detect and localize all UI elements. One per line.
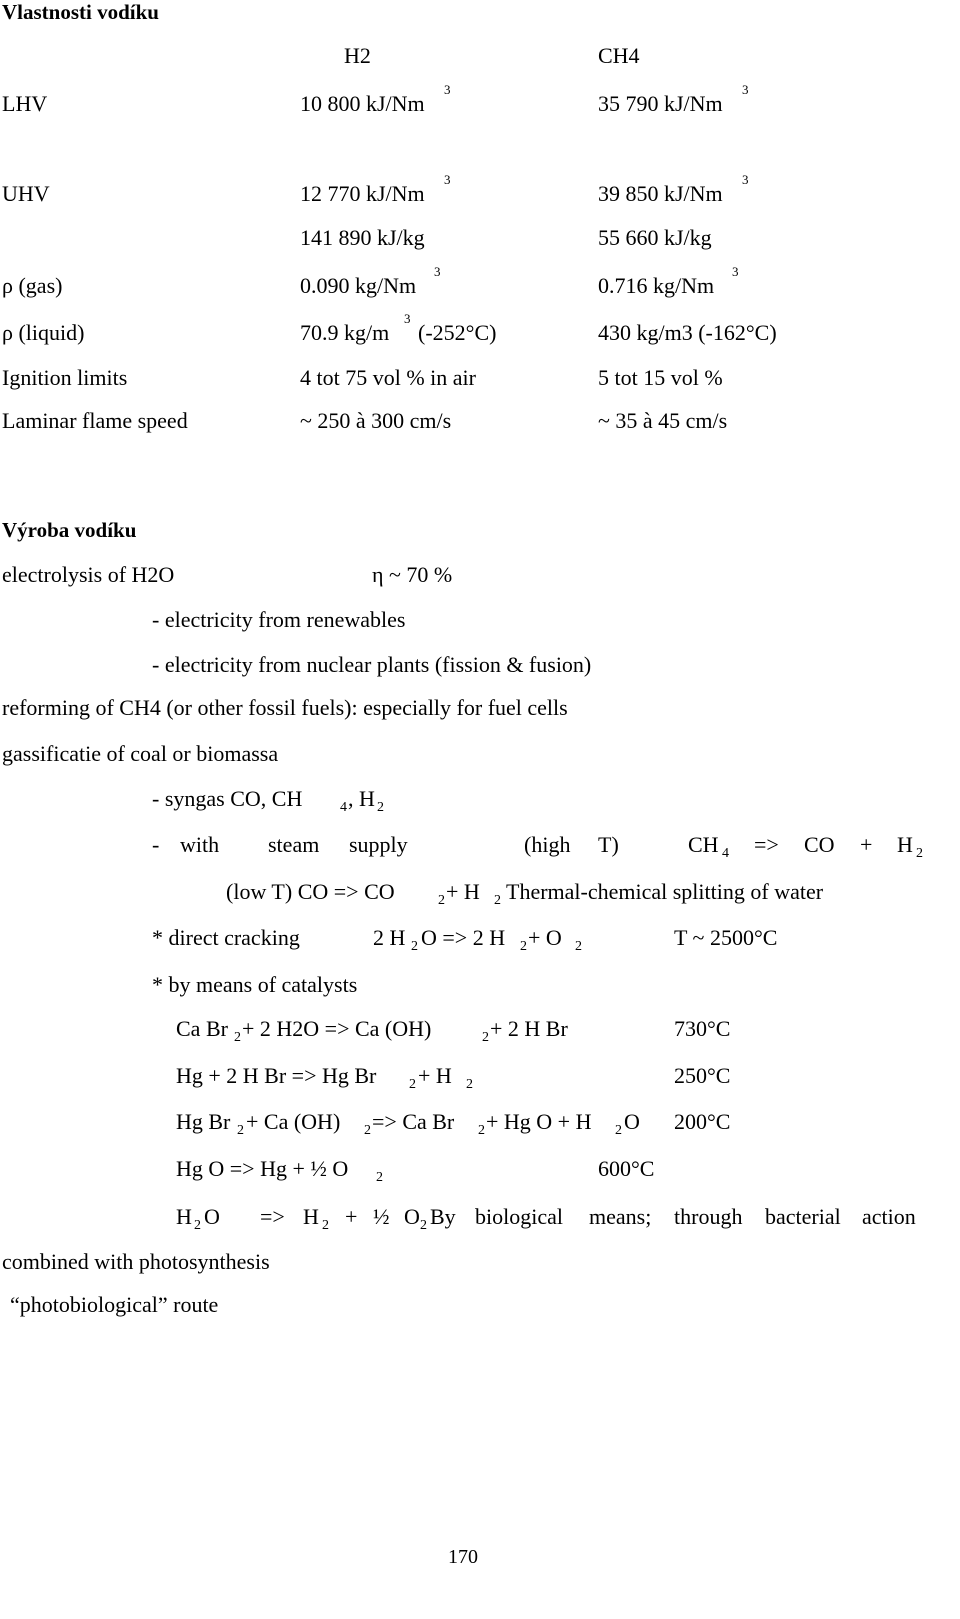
rho-liquid-h2-sup: 3 — [404, 311, 411, 326]
rho-liquid-h2-value: 70.9 kg/m — [300, 320, 390, 345]
photobiological-line: “photobiological” route — [10, 1292, 219, 1317]
direct-eq-b: O => 2 H — [421, 925, 506, 950]
row-label-rho-gas: ρ (gas) — [2, 273, 63, 298]
reaction-5-arrow: => — [260, 1204, 285, 1229]
row-label-uhv: UHV — [2, 181, 50, 206]
reaction-1-c: + 2 H Br — [490, 1016, 568, 1041]
syngas-sub-4: 4 — [340, 800, 347, 815]
direct-cracking-label: * direct cracking — [152, 925, 300, 950]
h-sub: 2 — [916, 846, 923, 861]
reaction-2-b: + H — [418, 1063, 452, 1088]
ignition-ch4-value: 5 tot 15 vol % — [598, 365, 723, 390]
direct-eq-a: 2 H — [373, 925, 406, 950]
steam-word: steam — [268, 832, 320, 857]
reaction-5-h2: H — [303, 1204, 319, 1229]
reaction-5-o2: O — [404, 1204, 420, 1229]
t-word: T) — [598, 832, 619, 857]
row-label-rho-liquid: ρ (liquid) — [2, 320, 85, 345]
rho-gas-h2-value: 0.090 kg/Nm — [300, 273, 417, 298]
uhv-ch4-value: 39 850 kJ/Nm — [598, 181, 723, 206]
flame-speed-h2-value: ~ 250 à 300 cm/s — [300, 408, 452, 433]
flame-speed-ch4-value: ~ 35 à 45 cm/s — [598, 408, 728, 433]
low-t-sub-2: 2 — [494, 893, 501, 908]
efficiency-value: η ~ 70 % — [372, 562, 453, 587]
reaction-4-sub1: 2 — [376, 1170, 383, 1185]
row-label-lhv: LHV — [2, 91, 48, 116]
direct-eq-sub2: 2 — [520, 939, 527, 954]
plus-1: + — [860, 832, 873, 857]
direct-eq-sub1: 2 — [411, 939, 418, 954]
reaction-1-temp: 730°C — [674, 1016, 731, 1041]
reaction-5-action: action — [862, 1204, 916, 1229]
reaction-5-h: H — [176, 1204, 192, 1229]
reaction-4-temp: 600°C — [598, 1156, 655, 1181]
lhv-h2-value: 10 800 kJ/Nm — [300, 91, 425, 116]
reaction-5-bacterial: bacterial — [765, 1204, 841, 1229]
page-number: 170 — [448, 1546, 478, 1568]
co-formula: CO — [804, 832, 835, 857]
reaction-1-a: Ca Br — [176, 1016, 228, 1041]
reaction-5-biological: biological — [475, 1204, 563, 1229]
renewables-line: - electricity from renewables — [152, 607, 406, 632]
low-t-sub-1: 2 — [438, 893, 445, 908]
ignition-h2-value: 4 tot 75 vol % in air — [300, 365, 476, 390]
reaction-3-d: + Hg O + H — [486, 1109, 592, 1134]
ch4-formula: CH — [688, 832, 719, 857]
electrolysis-line: electrolysis of H2O — [2, 562, 175, 587]
reaction-2-sub2: 2 — [466, 1077, 473, 1092]
lhv-ch4-sup: 3 — [742, 82, 749, 97]
reaction-2-a: Hg + 2 H Br => Hg Br — [176, 1063, 377, 1088]
lhv-h2-sup: 3 — [444, 82, 451, 97]
reaction-1-sub1: 2 — [234, 1030, 241, 1045]
uhv-ch4-sup: 3 — [742, 172, 749, 187]
reaction-3-e: O — [624, 1109, 640, 1134]
reaction-1-b: + 2 H2O => Ca (OH) — [242, 1016, 432, 1041]
reaction-3-sub3: 2 — [478, 1123, 485, 1138]
reaction-5-o: O — [204, 1204, 220, 1229]
uhv-ch4-kg-value: 55 660 kJ/kg — [598, 225, 712, 250]
reaction-5-by: By — [430, 1204, 456, 1229]
rho-gas-ch4-sup: 3 — [732, 264, 739, 279]
arrow-1: => — [754, 832, 779, 857]
reaction-3-sub4: 2 — [615, 1123, 622, 1138]
reaction-5-through: through — [674, 1204, 743, 1229]
reaction-5-sub2: 2 — [322, 1218, 329, 1233]
reaction-4-a: Hg O => Hg + ½ O — [176, 1156, 349, 1181]
lhv-ch4-value: 35 790 kJ/Nm — [598, 91, 723, 116]
direct-eq-c: + O — [528, 925, 562, 950]
reaction-1-sub2: 2 — [482, 1030, 489, 1045]
uhv-h2-sup: 3 — [444, 172, 451, 187]
h-formula: H — [897, 832, 913, 857]
nuclear-line: - electricity from nuclear plants (fission & fusion) — [152, 652, 592, 677]
supply-word: supply — [349, 832, 408, 857]
gassificatie-line: gassificatie of coal or biomassa — [2, 741, 279, 766]
reaction-5-means: means; — [589, 1204, 652, 1229]
reaction-5-sub3: 2 — [420, 1218, 427, 1233]
uhv-h2-value: 12 770 kJ/Nm — [300, 181, 425, 206]
column-header-ch4: CH4 — [598, 43, 640, 68]
reaction-3-temp: 200°C — [674, 1109, 731, 1134]
reaction-2-temp: 250°C — [674, 1063, 731, 1088]
syngas-line: - syngas CO, CH — [152, 786, 303, 811]
syngas-sub-2: 2 — [377, 800, 384, 815]
reaction-5-plus: + — [345, 1204, 358, 1229]
reaction-3-sub1: 2 — [237, 1123, 244, 1138]
reaction-3-sub2: 2 — [364, 1123, 371, 1138]
section-title-production: Výroba vodíku — [2, 518, 137, 542]
rho-liquid-ch4-value: 430 kg/m3 (-162°C) — [598, 320, 777, 345]
low-t-line: (low T) CO => CO — [226, 879, 395, 904]
with-dash: - — [152, 832, 160, 857]
high-word: (high — [524, 832, 571, 857]
with-word: with — [180, 832, 220, 857]
section-title-properties: Vlastnosti vodíku — [2, 0, 159, 24]
reaction-2-sub1: 2 — [409, 1077, 416, 1092]
combined-line: combined with photosynthesis — [2, 1249, 270, 1274]
ch4-sub: 4 — [722, 846, 729, 861]
rho-gas-ch4-value: 0.716 kg/Nm — [598, 273, 715, 298]
direct-temp: T ~ 2500°C — [674, 925, 778, 950]
uhv-h2-kg-value: 141 890 kJ/kg — [300, 225, 425, 250]
rho-gas-h2-sup: 3 — [434, 264, 441, 279]
reaction-5-half: ½ — [373, 1204, 390, 1229]
reaction-3-c: => Ca Br — [372, 1109, 455, 1134]
reaction-5-sub1: 2 — [194, 1218, 201, 1233]
reforming-line: reforming of CH4 (or other fossil fuels): especially for fuel cells — [2, 695, 568, 720]
syngas-mid: , H — [348, 786, 375, 811]
low-t-mid: + H — [446, 879, 480, 904]
row-label-ignition: Ignition limits — [2, 365, 128, 390]
column-header-h2: H2 — [344, 43, 371, 68]
reaction-3-a: Hg Br — [176, 1109, 231, 1134]
reaction-3-b: + Ca (OH) — [246, 1109, 341, 1134]
rho-liquid-h2-temp: (-252°C) — [418, 320, 497, 345]
row-label-flame-speed: Laminar flame speed — [2, 408, 188, 433]
direct-eq-sub3: 2 — [575, 939, 582, 954]
catalysts-label: * by means of catalysts — [152, 972, 358, 997]
thermal-chemical-text: Thermal-chemical splitting of water — [506, 879, 824, 904]
